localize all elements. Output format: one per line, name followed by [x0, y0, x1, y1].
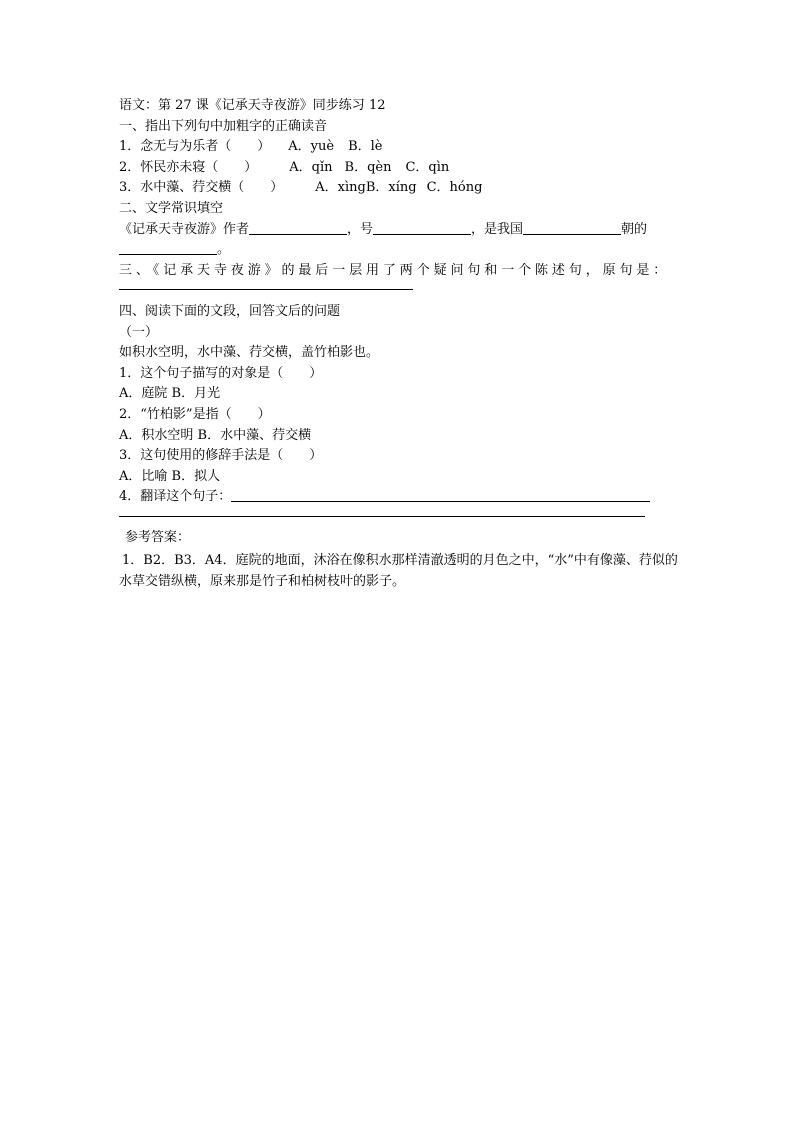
translation-blank: [231, 487, 650, 502]
section2-heading: 二、文学常识填空: [119, 200, 224, 216]
section3-answer-line: [119, 281, 684, 302]
answers-heading: 参考答案：: [125, 530, 191, 546]
option-a: A．qǐn: [289, 159, 333, 175]
answer-blank: [119, 281, 413, 290]
section4-question3: 3．这句使用的修辞手法是（ ）: [119, 448, 323, 464]
section3-heading: 三、《记承天寺夜游》的最后一层用了两个疑问句和一个陈述句，原句是：: [119, 262, 671, 278]
blank-author: [249, 220, 347, 235]
translation-line2: [119, 508, 684, 529]
section1-question1: [119, 137, 684, 158]
blank-dynasty: [523, 220, 621, 235]
section4-question2: 2．“竹柏影”是指（ ）: [119, 406, 271, 422]
section4-question1-options: A．庭院 B．月光: [119, 386, 221, 402]
section4-question1: 1．这个句子描写的对象是（ ）: [119, 365, 323, 381]
question-stem: 3．水中藻、荇交横（ ）: [119, 180, 284, 196]
question-stem: 2．怀民亦未寝（ ）: [119, 159, 258, 175]
section4-heading: 四、阅读下面的文段，回答文后的问题: [119, 303, 341, 319]
worksheet-title: 语文：第 27 课《记承天寺夜游》同步练习 12: [119, 98, 386, 113]
section1-heading: 一、指出下列句中加粗字的正确读音: [119, 118, 328, 134]
option-b: B．qèn: [344, 159, 392, 175]
question-stem: 1．念无与为乐者（ ）: [119, 139, 271, 155]
blank-pseudonym: [373, 220, 471, 235]
option-b: B．lè: [348, 139, 383, 155]
section4-question3-options: A．比喻 B．拟人: [119, 468, 221, 484]
translation-blank-2: [119, 508, 645, 517]
blank-title: [119, 240, 217, 255]
answers-text: 1．B2．B3．A4．庭院的地面，沐浴在像积水那样清澈透明的月色之中，“水”中有像藻、荇似的水草交错纵横，原来那是竹子和柏树枝叶的影子。: [119, 553, 678, 589]
section1-question2: [119, 158, 684, 179]
option-ab: A．xìngB．xíng: [315, 180, 417, 196]
section2-fill-line2: 。: [119, 240, 684, 261]
section2-fill-line: 《记承天寺夜游》作者 ，号 ，是我国 朝的: [119, 221, 648, 237]
reading-passage: 如积水空明，水中藻、荇交横，盖竹柏影也。: [119, 345, 380, 361]
section1-question3: [119, 178, 684, 199]
worksheet: [119, 96, 684, 592]
section4-question2-options: A．积水空明 B．水中藻、荇交横: [119, 427, 312, 443]
section4-question4: 4．翻译这个句子：: [119, 487, 684, 508]
option-a: A．yuè: [288, 139, 335, 155]
option-c: C．hóng: [426, 180, 483, 196]
section4-subheading: （一）: [119, 324, 159, 340]
option-c: C．qìn: [405, 159, 450, 175]
